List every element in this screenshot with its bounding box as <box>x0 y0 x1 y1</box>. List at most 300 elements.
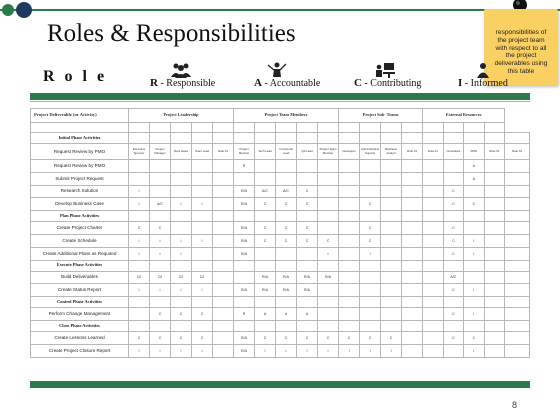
raci-cell: A <box>464 160 485 173</box>
raci-cell <box>484 234 505 247</box>
phase-row-cell <box>443 260 464 271</box>
phase-row-cell <box>297 133 318 144</box>
raci-cell <box>213 234 234 247</box>
table-bottom-bar <box>30 381 530 388</box>
raci-cell: C <box>129 222 150 235</box>
raci-cell: I <box>171 247 192 260</box>
role-subheader-text: PMO <box>470 148 478 153</box>
raci-cell <box>484 308 505 321</box>
raci-cell: C <box>381 331 402 344</box>
raci-cell: I <box>318 247 339 260</box>
note-line: the project team <box>497 36 545 44</box>
raci-cell <box>443 172 464 185</box>
raci-cell: C <box>443 247 464 260</box>
raci-cell <box>318 160 339 173</box>
phase-row <box>31 260 530 271</box>
raci-cell: I <box>171 344 192 357</box>
phase-row-cell <box>381 320 402 331</box>
activity-label: Create Project Charter <box>31 222 129 235</box>
raci-cell: R/A <box>234 247 255 260</box>
raci-cell <box>423 234 444 247</box>
raci-cell <box>505 308 530 321</box>
role-subheader: Role 01 <box>402 144 423 160</box>
raci-cell: R/A <box>234 222 255 235</box>
phase-row-cell <box>339 320 360 331</box>
raci-cell: I <box>150 344 171 357</box>
raci-cell <box>423 185 444 198</box>
raci-cell: C <box>192 331 213 344</box>
phase-row-cell <box>381 211 402 222</box>
raci-cell <box>505 234 530 247</box>
raci-cell: A <box>276 308 297 321</box>
raci-cell: C <box>443 222 464 235</box>
phase-row-cell <box>423 260 444 271</box>
raci-cell <box>255 247 276 260</box>
phase-label: Plan Phase Activities <box>31 211 129 222</box>
raci-cell: C <box>360 222 381 235</box>
raci-cell: C <box>443 198 464 211</box>
raci-cell: R/A <box>234 185 255 198</box>
green-dot <box>2 4 14 16</box>
phase-row-cell <box>171 260 192 271</box>
raci-cell: I <box>255 344 276 357</box>
raci-cell <box>213 172 234 185</box>
raci-cell <box>213 160 234 173</box>
table-row <box>31 344 530 357</box>
role-subheader: Consultant <box>443 144 464 160</box>
phase-row-cell <box>339 133 360 144</box>
legend-informed <box>458 62 528 90</box>
activity-label: Request Review by PMO <box>31 144 129 160</box>
raci-cell: C <box>297 222 318 235</box>
phase-row-cell <box>255 211 276 222</box>
raci-cell <box>339 172 360 185</box>
role-subheader: Dept Head <box>171 144 192 160</box>
raci-cell: C <box>443 308 464 321</box>
phase-row-cell <box>297 320 318 331</box>
phase-row-cell <box>276 320 297 331</box>
header-leadership: Project Leadership <box>129 109 234 123</box>
activity-label: Create Lessons Learned <box>31 331 129 344</box>
phase-row-cell <box>297 297 318 308</box>
role-subheader: Business Analyst <box>381 144 402 160</box>
raci-cell <box>318 222 339 235</box>
role-subheader: Role 01 <box>505 144 530 160</box>
navy-dot <box>16 2 32 18</box>
legend-key: A <box>254 77 262 89</box>
phase-row-cell <box>443 211 464 222</box>
raci-cell: R/A <box>234 284 255 297</box>
raci-cell <box>423 284 444 297</box>
raci-cell <box>381 198 402 211</box>
phase-row-cell <box>192 260 213 271</box>
raci-cell: I <box>464 284 485 297</box>
phase-row-cell <box>129 320 150 331</box>
raci-cell <box>505 247 530 260</box>
phase-row-cell <box>171 320 192 331</box>
raci-cell <box>484 160 505 173</box>
phase-row-cell <box>402 260 423 271</box>
table-row <box>31 185 530 198</box>
raci-cell <box>129 160 150 173</box>
raci-cell <box>276 172 297 185</box>
raci-cell <box>297 160 318 173</box>
raci-cell: R/A <box>276 284 297 297</box>
activity-label: Create Status Report <box>31 284 129 297</box>
phase-row-cell <box>464 211 485 222</box>
raci-cell: C/I <box>171 271 192 284</box>
raci-cell: I <box>171 234 192 247</box>
phase-row-cell <box>213 297 234 308</box>
raci-cell: R/A <box>276 271 297 284</box>
raci-cell <box>402 160 423 173</box>
legend-key: R <box>150 77 158 89</box>
raci-cell <box>484 222 505 235</box>
raci-cell: C <box>192 308 213 321</box>
raci-cell: C <box>464 331 485 344</box>
phase-row-cell <box>423 133 444 144</box>
raci-cell: I <box>360 247 381 260</box>
raci-cell <box>213 308 234 321</box>
activity-label: Create Project Closure Report <box>31 344 129 357</box>
phase-row-cell <box>360 260 381 271</box>
phase-row-cell <box>484 320 505 331</box>
table-row <box>31 160 530 173</box>
phase-row-cell <box>255 133 276 144</box>
raci-cell: C <box>129 331 150 344</box>
raci-cell <box>505 284 530 297</box>
phase-row-cell <box>360 133 381 144</box>
raci-cell <box>402 198 423 211</box>
raci-cell <box>505 160 530 173</box>
page-title: Roles & Responsibilities <box>47 20 296 47</box>
raci-cell <box>381 172 402 185</box>
raci-cell <box>318 198 339 211</box>
raci-cell: A/C <box>276 185 297 198</box>
phase-row-cell <box>129 260 150 271</box>
phase-row-cell <box>318 260 339 271</box>
raci-cell: R/A <box>297 271 318 284</box>
role-subheader <box>464 144 485 160</box>
raci-cell: R/A <box>234 198 255 211</box>
phase-row-cell <box>234 211 255 222</box>
raci-cell: C <box>297 331 318 344</box>
raci-cell: R/A <box>255 284 276 297</box>
raci-cell <box>339 284 360 297</box>
legend-key: C <box>354 77 362 89</box>
phase-row-cell <box>423 297 444 308</box>
phase-row-cell <box>150 320 171 331</box>
raci-cell <box>484 331 505 344</box>
role-subheader: Functional Lead <box>276 144 297 160</box>
raci-cell: C <box>443 284 464 297</box>
activity-label: Create Schedule <box>31 234 129 247</box>
phase-row <box>31 133 530 144</box>
raci-cell <box>171 160 192 173</box>
phase-row-cell <box>150 133 171 144</box>
raci-cell: I <box>150 234 171 247</box>
raci-cell <box>381 185 402 198</box>
raci-cell <box>402 247 423 260</box>
raci-cell: C <box>276 222 297 235</box>
raci-cell <box>423 222 444 235</box>
raci-cell <box>402 308 423 321</box>
raci-cell <box>402 344 423 357</box>
raci-cell <box>234 271 255 284</box>
raci-cell <box>505 222 530 235</box>
raci-cell: I <box>150 247 171 260</box>
phase-row-cell <box>339 260 360 271</box>
raci-cell <box>505 185 530 198</box>
phase-row-cell <box>484 260 505 271</box>
role-heading: R o l e <box>43 68 108 85</box>
phase-row-cell <box>360 297 381 308</box>
raci-cell: C <box>255 222 276 235</box>
raci-cell <box>297 247 318 260</box>
phase-row-cell <box>505 133 530 144</box>
phase-row-cell <box>443 297 464 308</box>
informed-icon <box>472 62 494 78</box>
raci-cell <box>297 172 318 185</box>
raci-cell: C <box>276 331 297 344</box>
note-line: deliverables using <box>494 60 548 68</box>
legend-key: I <box>458 77 463 89</box>
phase-row-cell <box>255 260 276 271</box>
raci-cell: R/A <box>255 271 276 284</box>
raci-cell <box>150 185 171 198</box>
raci-cell: C/I <box>192 271 213 284</box>
phase-label: Execute Phase Activities <box>31 260 129 271</box>
activity-label: Request Review by PMO <box>31 160 129 173</box>
raci-cell <box>381 308 402 321</box>
phase-row-cell <box>255 297 276 308</box>
table-top-bar <box>30 93 530 100</box>
raci-cell <box>213 222 234 235</box>
raci-cell: A <box>464 172 485 185</box>
raci-cell: I <box>129 185 150 198</box>
raci-cell: R/A <box>318 271 339 284</box>
phase-row-cell <box>276 297 297 308</box>
phase-label: Control Phase Activities <box>31 297 129 308</box>
raci-cell <box>255 160 276 173</box>
raci-cell: C <box>339 331 360 344</box>
raci-cell <box>318 172 339 185</box>
presenter-icon <box>266 62 288 78</box>
legend-text: - Informed <box>464 78 508 89</box>
raci-cell <box>464 222 485 235</box>
raci-cell <box>505 344 530 357</box>
raci-cell <box>360 160 381 173</box>
phase-row <box>31 211 530 222</box>
raci-cell: A <box>297 308 318 321</box>
raci-cell: C/I <box>129 271 150 284</box>
team-icon <box>170 62 192 78</box>
raci-cell <box>213 344 234 357</box>
phase-row-cell <box>339 297 360 308</box>
role-subheader-row <box>31 144 530 160</box>
role-subheader: Team Lead <box>192 144 213 160</box>
activity-label: Develop Business Case <box>31 198 129 211</box>
table-header-row <box>31 109 530 123</box>
raci-cell <box>192 247 213 260</box>
raci-cell <box>423 271 444 284</box>
raci-cell: R <box>234 308 255 321</box>
table-top-rule <box>30 101 530 102</box>
table-row <box>31 308 530 321</box>
role-subheader: Project Team Member <box>318 144 339 160</box>
phase-row-cell <box>402 133 423 144</box>
raci-cell: I <box>318 344 339 357</box>
phase-row-cell <box>464 133 485 144</box>
raci-cell <box>318 185 339 198</box>
raci-cell: C <box>150 308 171 321</box>
raci-cell <box>381 271 402 284</box>
raci-cell <box>484 185 505 198</box>
phase-row-cell <box>276 260 297 271</box>
raci-cell <box>192 172 213 185</box>
activity-label: Perform Change Management <box>31 308 129 321</box>
raci-cell <box>443 160 464 173</box>
phase-row-cell <box>192 211 213 222</box>
legend-text: - Contributing <box>364 78 422 89</box>
phase-row-cell <box>318 320 339 331</box>
phase-row-cell <box>171 133 192 144</box>
raci-cell <box>443 344 464 357</box>
raci-cell: I <box>360 344 381 357</box>
raci-cell: I <box>192 284 213 297</box>
phase-row-cell <box>318 297 339 308</box>
raci-cell <box>339 222 360 235</box>
raci-cell <box>129 308 150 321</box>
raci-cell <box>192 160 213 173</box>
phase-row-cell <box>360 211 381 222</box>
raci-cell <box>402 185 423 198</box>
raci-cell <box>484 271 505 284</box>
raci-cell <box>381 284 402 297</box>
legend-text: - Accountable <box>264 78 321 89</box>
raci-cell <box>213 331 234 344</box>
role-subheader: Executive Sponsor <box>129 144 150 160</box>
phase-row-cell <box>234 320 255 331</box>
phase-row-cell <box>171 297 192 308</box>
raci-cell <box>213 198 234 211</box>
raci-cell <box>381 222 402 235</box>
role-subheader: Project Manager <box>150 144 171 160</box>
raci-cell <box>505 331 530 344</box>
raci-cell <box>505 172 530 185</box>
phase-row-cell <box>192 297 213 308</box>
table-row <box>31 198 530 211</box>
phase-row-cell <box>213 260 234 271</box>
raci-cell <box>150 160 171 173</box>
raci-cell: I <box>381 344 402 357</box>
phase-row <box>31 320 530 331</box>
legend-contributing <box>354 62 449 90</box>
top-rule <box>0 9 560 11</box>
activity-label: Build Deliverables <box>31 271 129 284</box>
role-subheader: Tech Lead <box>255 144 276 160</box>
note-line: responsibilities of <box>495 29 547 36</box>
activity-label: Submit Project Request <box>31 172 129 185</box>
table-row <box>31 222 530 235</box>
raci-cell: C <box>150 222 171 235</box>
raci-cell: I <box>129 344 150 357</box>
raci-cell: C <box>297 185 318 198</box>
phase-row-cell <box>484 211 505 222</box>
raci-cell: I <box>276 344 297 357</box>
raci-cell <box>484 284 505 297</box>
raci-cell: C <box>276 198 297 211</box>
raci-cell <box>213 247 234 260</box>
raci-cell: C <box>171 308 192 321</box>
note-line: with respect to all <box>495 44 547 52</box>
note-line: this table <box>507 67 535 75</box>
phase-row-cell <box>443 320 464 331</box>
phase-row-cell <box>234 260 255 271</box>
raci-cell: C <box>297 198 318 211</box>
phase-row-cell <box>150 297 171 308</box>
phase-row-cell <box>381 297 402 308</box>
raci-cell <box>360 308 381 321</box>
raci-cell <box>276 160 297 173</box>
phase-row-cell <box>505 260 530 271</box>
raci-cell <box>505 198 530 211</box>
raci-cell: C <box>276 234 297 247</box>
raci-cell: I <box>192 234 213 247</box>
raci-cell: C <box>255 198 276 211</box>
raci-cell: C <box>297 234 318 247</box>
raci-cell: I <box>192 198 213 211</box>
role-subheader: Role 01 <box>484 144 505 160</box>
raci-cell: I <box>171 198 192 211</box>
raci-cell: C <box>255 331 276 344</box>
phase-row-cell <box>297 211 318 222</box>
raci-cell <box>402 271 423 284</box>
raci-cell: C/I <box>150 271 171 284</box>
raci-cell <box>484 172 505 185</box>
phase-row-cell <box>381 260 402 271</box>
role-subheader: Role 01 <box>213 144 234 160</box>
role-subheader: Role 01 <box>423 144 444 160</box>
raci-cell: I <box>129 284 150 297</box>
header-sub-teams: Project Sub- Teams <box>339 109 423 123</box>
raci-cell <box>484 198 505 211</box>
phase-row-cell <box>129 211 150 222</box>
phase-row-cell <box>213 320 234 331</box>
spacer-row <box>31 123 530 133</box>
phase-row-cell <box>505 320 530 331</box>
role-subheader: Administrative Support <box>360 144 381 160</box>
raci-cell <box>484 344 505 357</box>
phase-label: Close Phase Activities <box>31 320 129 331</box>
phase-row-cell <box>129 297 150 308</box>
legend-accountable <box>254 62 344 90</box>
raci-cell: R/A <box>234 344 255 357</box>
phase-row-cell <box>484 133 505 144</box>
table-row <box>31 172 530 185</box>
raci-cell <box>318 308 339 321</box>
raci-cell <box>381 234 402 247</box>
raci-cell <box>423 247 444 260</box>
raci-cell <box>339 160 360 173</box>
raci-cell <box>318 284 339 297</box>
table-row <box>31 331 530 344</box>
phase-row-cell <box>192 320 213 331</box>
phase-row-cell <box>484 297 505 308</box>
meeting-icon <box>374 62 396 78</box>
phase-row-cell <box>402 211 423 222</box>
raci-cell <box>129 172 150 185</box>
